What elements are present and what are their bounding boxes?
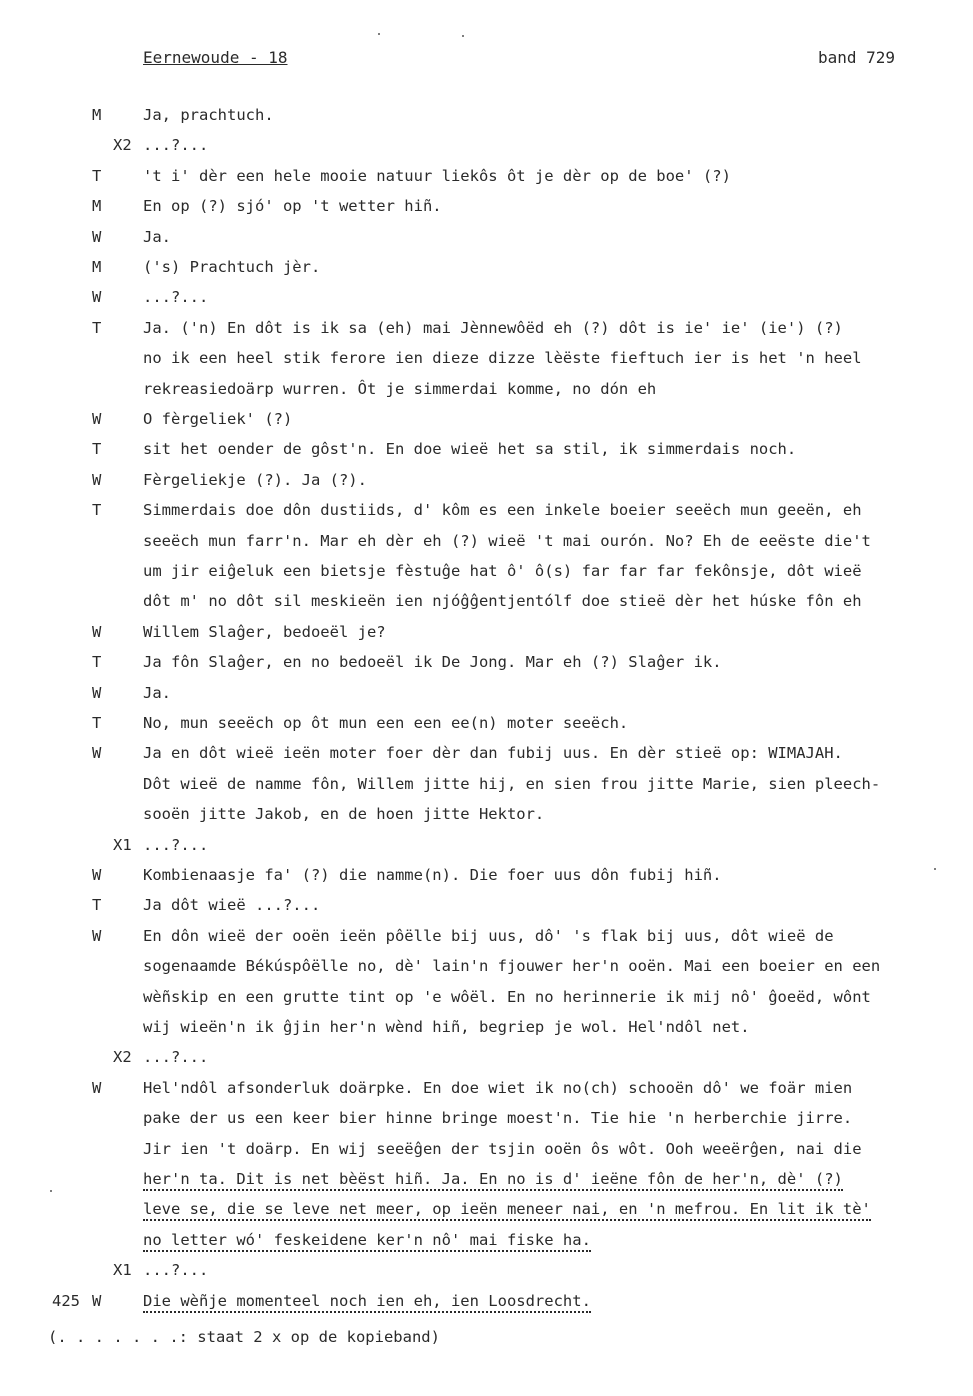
utterance-text: Kombienaasje fa' (?) die namme(n). Die foer uus dôn fubij hiñ. <box>143 866 722 884</box>
utterance-text: O fèrgeliek' (?) <box>143 410 293 428</box>
utterance-text: ('s) Prachtuch jèr. <box>143 258 321 276</box>
transcript-line <box>0 471 973 501</box>
document-title: Eernewoude - 18 <box>143 48 288 67</box>
line-number: 425 <box>52 1291 80 1310</box>
transcript-line <box>0 866 973 896</box>
speaker-label: W <box>92 622 102 641</box>
speaker-label: W <box>92 470 102 489</box>
transcript-line <box>0 532 973 562</box>
speaker-label: M <box>92 258 102 276</box>
speaker-label: X2 <box>113 136 132 155</box>
transcript-line <box>0 1140 973 1170</box>
transcript-line <box>0 836 973 866</box>
transcript-line <box>0 501 973 531</box>
transcript-line <box>0 1109 973 1139</box>
utterance-text: ...?... <box>143 288 209 307</box>
speaker-label: W <box>92 1078 102 1097</box>
utterance-text: Ja dôt wieë ...?... <box>143 896 321 915</box>
transcript-line <box>0 1048 973 1078</box>
speaker-label: M <box>92 106 102 124</box>
utterance-text: Jir ien 't doärp. En wij seeëĝen der tsjin ooën ôs wôt. Ooh weeërĝen, nai die <box>143 1139 862 1158</box>
transcript-line <box>0 319 973 349</box>
transcript-line <box>0 623 973 653</box>
utterance-text: Ja. ('n) En dôt is ik sa (eh) mai Jènnewôëd eh (?) dôt is ie' ie' (ie') (?) <box>143 318 843 337</box>
transcript-line <box>0 1200 973 1230</box>
speaker-label: W <box>92 866 102 884</box>
utterance-text: pake der us een keer bier hinne bringe moest'n. Tie hie 'n herberchie jirre. <box>143 1109 853 1128</box>
utterance-text: En dôn wieë der ooën ieën pôëlle bij uus, dô' 's flak bij uus, dôt wieë de <box>143 926 834 945</box>
utterance-text: Simmerdais doe dôn dustiids, d' kôm es een inkele boeier seeëch mun geeën, eh <box>143 501 862 520</box>
speaker-label: X2 <box>113 1048 132 1067</box>
utterance-text: 't i' dèr een hele mooie natuur liekôs ôt je dèr op de boe' (?) <box>143 166 731 185</box>
speaker-label: W <box>92 926 102 945</box>
transcript-line <box>0 136 973 166</box>
transcript-line <box>0 167 973 197</box>
speaker-label: W <box>92 1291 102 1310</box>
utterance-text: Willem Slaĝer, bedoeël je? <box>143 622 386 641</box>
transcript-line <box>0 684 973 714</box>
utterance-text: her'n ta. Dit is net bèëst hiñ. Ja. En no is d' ieëne fôn de her'n, dè' (?) <box>143 1170 843 1191</box>
utterance-text: Ja, prachtuch. <box>143 106 274 124</box>
transcript-line <box>0 106 973 136</box>
utterance-text: En op (?) sjó' op 't wetter hiñ. <box>143 197 442 216</box>
footnote: (. . . . . . .: staat 2 x op de kopieband) <box>48 1328 440 1346</box>
transcript-line <box>0 258 973 288</box>
transcript-line <box>0 228 973 258</box>
utterance-text: sit het oender de gôst'n. En doe wieë het sa stil, ik simmerdais noch. <box>143 440 797 459</box>
utterance-text: Ja. <box>143 683 171 702</box>
utterance-text: no letter wó' feskeidene ker'n nô' mai fiske ha. <box>143 1231 591 1252</box>
transcript-line <box>0 653 973 683</box>
transcript-line <box>0 592 973 622</box>
speaker-label: T <box>92 501 102 520</box>
utterance-text: Ja fôn Slaĝer, en no bedoeël ik De Jong. Mar eh (?) Slaĝer ik. <box>143 653 722 672</box>
utterance-text: ...?... <box>143 1048 209 1067</box>
transcript-line <box>0 1170 973 1200</box>
utterance-text: ...?... <box>143 136 209 155</box>
transcript-line <box>0 1292 973 1322</box>
transcript-line <box>0 744 973 774</box>
speaker-label: W <box>92 410 102 428</box>
utterance-text: seeëch mun farr'n. Mar eh dèr eh (?) wieë 't mai ourón. No? Eh de eeëste die't <box>143 531 871 550</box>
transcript-line <box>0 988 973 1018</box>
utterance-text: Fèrgeliekje (?). Ja (?). <box>143 470 367 489</box>
utterance-text: sogenaamde Békúspôëlle no, dè' lain'n fjouwer her'n ooën. Mai een boeier en een <box>143 957 881 976</box>
utterance-text: um jir eiĝeluk een bietsje fèstuĝe hat ô' ô(s) far far far fekônsje, dôt wieë <box>143 562 862 580</box>
speaker-label: T <box>92 166 102 185</box>
transcript-line <box>0 197 973 227</box>
utterance-text: Die wèñje momenteel noch ien eh, ien Loosdrecht. <box>143 1292 591 1313</box>
utterance-text: Hel'ndôl afsonderluk doärpke. En doe wiet ik no(ch) schooën dô' we foär mien <box>143 1078 853 1097</box>
utterance-text: ...?... <box>143 1261 209 1280</box>
transcript-line <box>0 957 973 987</box>
transcript-line <box>0 1079 973 1109</box>
utterance-text: ...?... <box>143 835 209 854</box>
utterance-text: Ja. <box>143 227 171 246</box>
speaker-label: T <box>92 714 102 732</box>
transcript-line <box>0 288 973 318</box>
transcript-line <box>0 896 973 926</box>
speaker-label: X1 <box>113 1261 132 1280</box>
transcript-line <box>0 410 973 440</box>
transcript-line <box>0 380 973 410</box>
speaker-label: T <box>92 440 102 459</box>
transcript-line <box>0 1018 973 1048</box>
speaker-label: T <box>92 318 102 337</box>
utterance-text: wij wieën'n ik ĝjin her'n wènd hiñ, begriep je wol. Hel'ndôl net. <box>143 1018 750 1036</box>
utterance-text: leve se, die se leve net meer, op ieën meneer nai, en 'n mefrou. En lit ik tè' <box>143 1200 871 1221</box>
transcript-line <box>0 805 973 835</box>
transcript-line <box>0 440 973 470</box>
speaker-label: W <box>92 744 102 763</box>
utterance-text: Dôt wieë de namme fôn, Willem jitte hij, en sien frou jitte Marie, sien pleech- <box>143 774 881 793</box>
speaker-label: M <box>92 197 102 216</box>
transcript-line <box>0 775 973 805</box>
speaker-label: W <box>92 683 102 702</box>
transcript-line <box>0 1261 973 1291</box>
utterance-text: No, mun seeëch op ôt mun een een ee(n) moter seeëch. <box>143 714 629 732</box>
speaker-label: X1 <box>113 835 132 854</box>
utterance-text: Ja en dôt wieë ieën moter foer dèr dan fubij uus. En dèr stieë op: WIMAJAH. <box>143 744 843 763</box>
transcript-line <box>0 1231 973 1261</box>
utterance-text: dôt m' no dôt sil meskieën ien njóĝĝentjentólf doe stieë dèr het húske fôn eh <box>143 592 862 611</box>
speaker-label: W <box>92 288 102 307</box>
transcript-line <box>0 349 973 379</box>
band-number: band 729 <box>818 48 896 67</box>
speaker-label: W <box>92 227 102 246</box>
transcript-line <box>0 714 973 744</box>
transcript-line <box>0 927 973 957</box>
transcript-line <box>0 562 973 592</box>
utterance-text: wèñskip en een grutte tint op 'e wôël. En no herinnerie ik mij nô' ĝoeëd, wônt <box>143 987 871 1006</box>
speaker-label: T <box>92 896 102 915</box>
utterance-text: rekreasiedoärp wurren. Ôt je simmerdai komme, no dón eh <box>143 379 657 398</box>
speaker-label: T <box>92 653 102 672</box>
utterance-text: no ik een heel stik ferore ien dieze dizze lèëste fieftuch ier is het 'n heel <box>143 349 862 368</box>
utterance-text: sooën jitte Jakob, en de hoen jitte Hektor. <box>143 805 545 824</box>
